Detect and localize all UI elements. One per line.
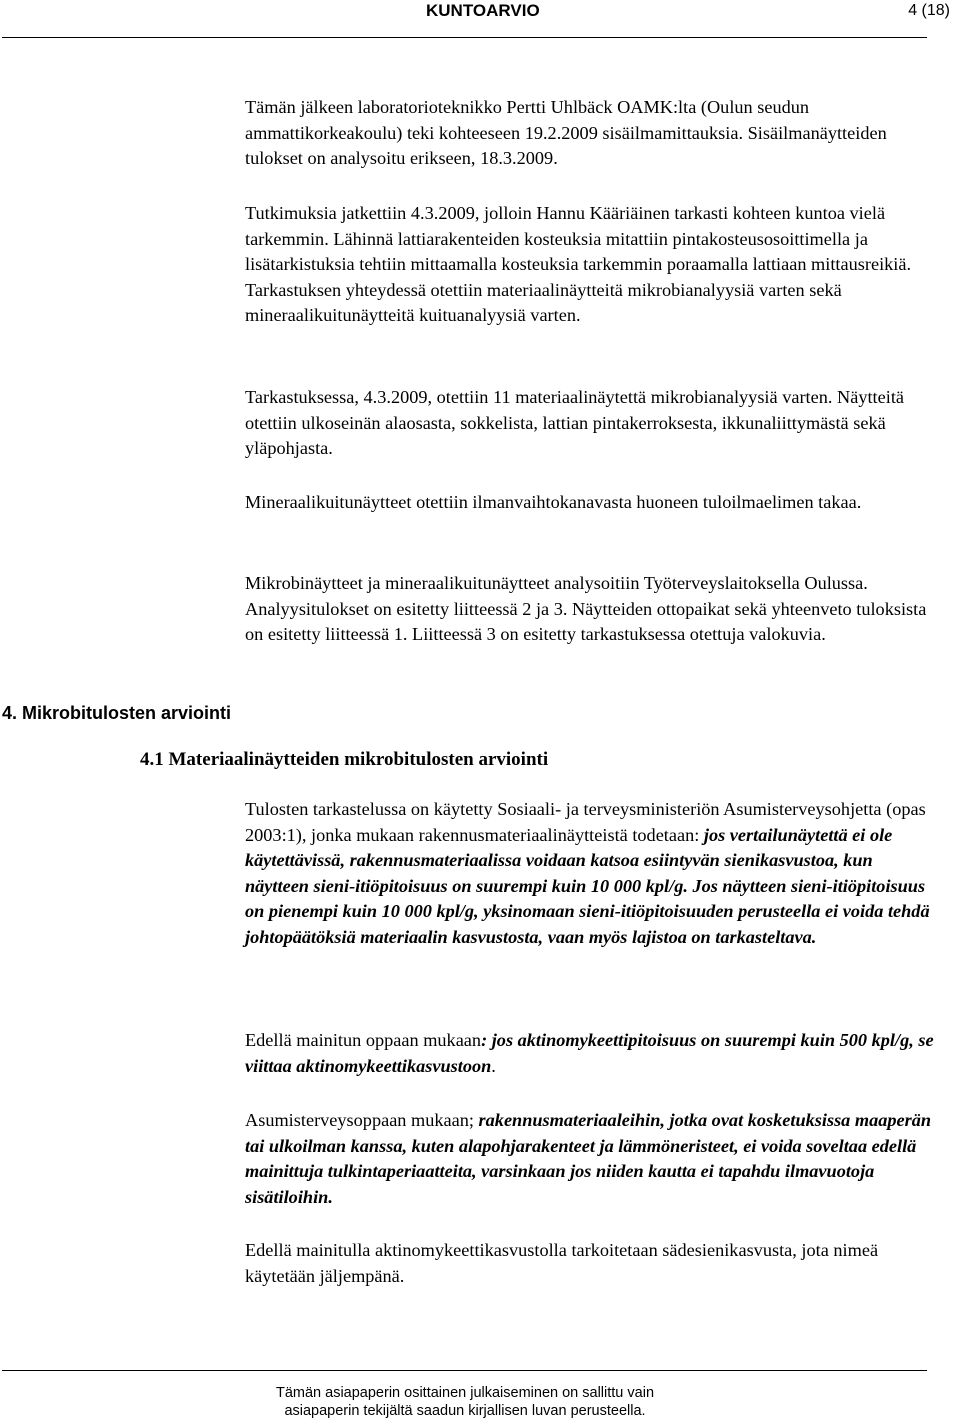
paragraph-text: Mineraalikuitunäytteet otettiin ilmanvaihtokanavasta huoneen tuloilmaelimen takaa. [245,492,862,512]
paragraph-lead-text: Edellä mainitun oppaan mukaan [245,1030,482,1050]
footer-divider [2,1370,927,1371]
paragraph-text: Tämän jälkeen laboratorioteknikko Pertti Uhlbäck OAMK:lta (Oulun seudun ammattikorkeakoulu) teki kohteeseen 19.2.2009 sisäilmamittauksia. Sisäilmanäytteiden tulokset on analysoitu erikseen, 18.3.2009. [245,97,887,169]
paragraph-analysis-results [245,571,935,648]
paragraph-text [245,1108,935,1210]
footer-notice [0,1384,930,1420]
paragraph-actinomycetes-criteria [245,1028,935,1079]
paragraph-lead-text: Tulosten tarkastelussa on käytetty Sosiaali- ja terveysministeriön Asumisterveysohjetta (opas 2003:1), jonka mukaan rakennusmateriaalinäytteistä todetaan: [245,799,926,845]
subsection-heading: 4.1 Materiaalinäytteiden mikrobitulosten arviointi [140,749,549,770]
section-heading: 4. Mikrobitulosten arviointi [2,703,232,723]
paragraph-text: Mikrobinäytteet ja mineraalikuitunäytteet analysoitiin Työterveyslaitoksella Oulussa. Analyysitulokset on esitetty liitteessä 2 ja 3. Näytteiden ottopaikat sekä yhteenveto tuloksista on esitetty liitteessä 1. Liitteessä 3 on esitetty tarkastuksessa otettuja valokuvia. [245,573,927,645]
paragraph-further-research [245,201,935,329]
quoted-criteria: jos vertailunäytettä ei ole käytettävissä, rakennusmateriaalissa voidaan katsoa esiintyvän sienikasvustoa, kun näytteen sieni-itiöpitoisuus on suurempi kuin 10 000 kpl/g. Jos näytteen sieni-itiöpitoisuus on pienempi kuin 10 000 kpl/g, yksinomaan sieni-itiöpitoisuuden perusteella ei voida tehdä johtopäätöksiä materiaalin kasvustosta, vaan myös lajistoa on tarkasteltava. [245,824,930,947]
quoted-criteria: rakennusmateriaaleihin, jotka ovat kosketuksissa maaperän tai ulkoilman kanssa, kuten alapohjarakenteet ja lämmöneristeet, ei voida soveltaa edellä mainittuja tulkintaperiaatteita, varsinkaan jos niiden kautta ei tapahdu ilmavuotoja sisätiloihin. [245,1110,932,1207]
paragraph-guide-exception [245,1108,935,1210]
paragraph-text [245,797,935,951]
paragraph-assessment-guideline [245,797,935,951]
header-divider [2,37,927,38]
paragraph-text: Tutkimuksia jatkettiin 4.3.2009, jolloin Hannu Kääriäinen tarkasti kohteen kuntoa vielä tarkemmin. Lähinnä lattiarakenteiden kosteuksia mitattiin pintakosteusosoittimella ja lisätarkistuksia tehtiin mittaamalla kosteuksia tarkemmin poraamalla lattiaan mittausreikiä. Tarkastuksen yhteydessä otettiin materiaalinäytteitä mikrobianalyysiä varten sekä mineraalikuitunäytteitä kuituanalyysiä varten. [245,203,912,326]
paragraph-lab-measurements [245,95,935,172]
paragraph-mineral-fibre-samples [245,490,935,516]
paragraph-text: Edellä mainitulla aktinomykeettikasvustolla tarkoitetaan sädesienikasvusta, jota nimeä käytetään jäljempänä. [245,1240,879,1286]
quoted-criteria: : jos aktinomykeettipitoisuus on suurempi kuin 500 kpl/g, se viittaa aktinomykeettikasvustoon [245,1030,934,1076]
document-title: KUNTOARVIO [426,1,540,20]
paragraph-text: Tarkastuksessa, 4.3.2009, otettiin 11 materiaalinäytettä mikrobianalyysiä varten. Näytteitä otettiin ulkoseinän alaosasta, sokkelista, lattian pintakerroksesta, ikkunaliittymästä sekä yläpohjasta. [245,387,905,459]
page-number: 4 (18) [908,2,950,19]
paragraph-material-samples [245,385,935,462]
footer-line: Tämän asiapaperin osittainen julkaiseminen on sallittu vain [275,1385,655,1401]
paragraph-lead-text: Asumisterveysoppaan mukaan; [245,1110,479,1130]
paragraph-definition [245,1238,935,1289]
footer-line: asiapaperin tekijältä saadun kirjallisen luvan perusteella. [284,1403,646,1419]
paragraph-text [245,1028,935,1079]
paragraph-tail-text: . [491,1055,496,1076]
